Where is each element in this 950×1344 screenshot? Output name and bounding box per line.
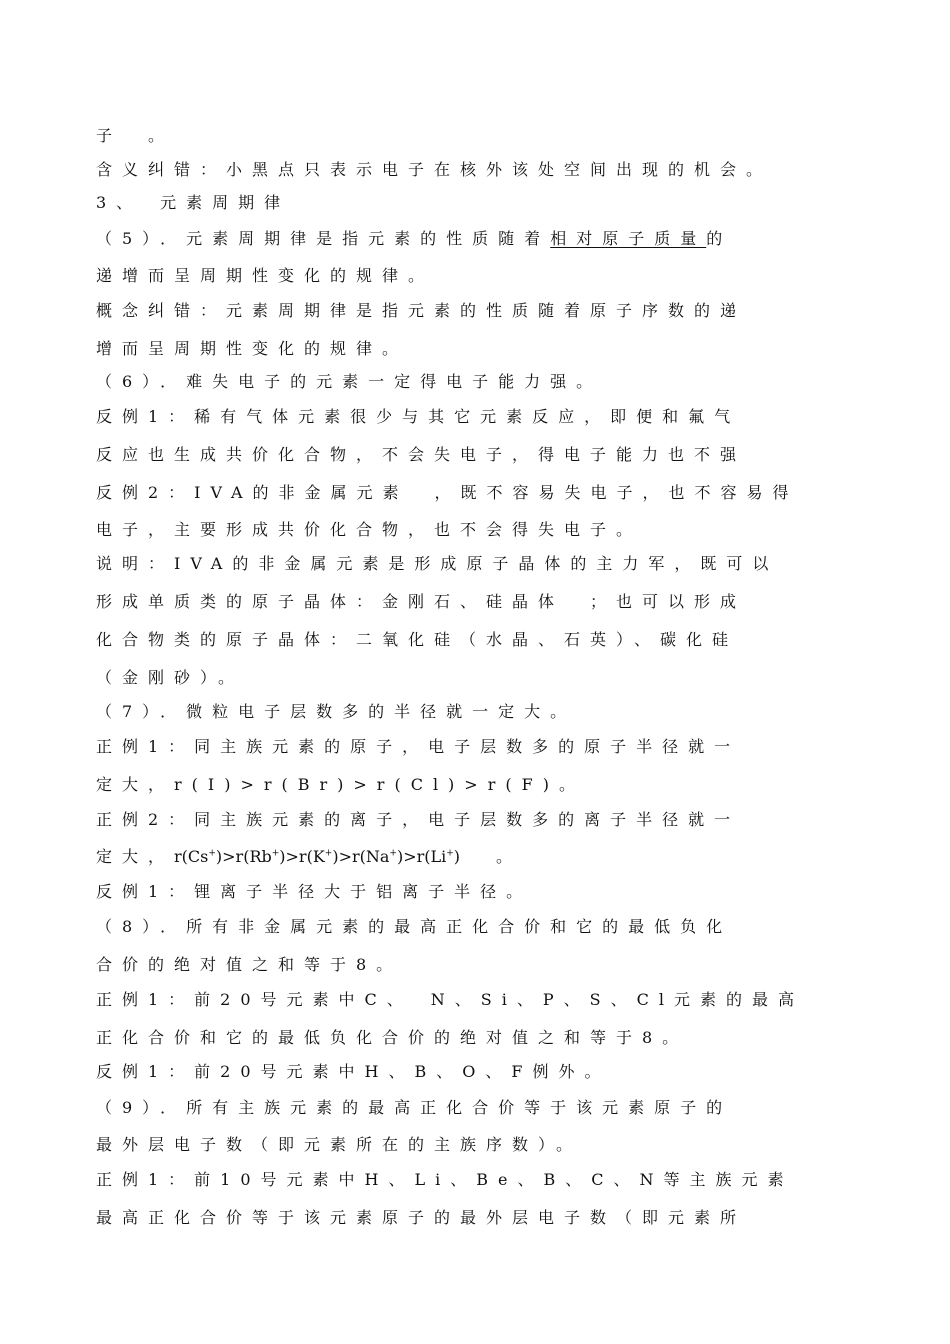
text-line xyxy=(96,843,856,871)
superscript-charge: + xyxy=(389,848,397,859)
text-line: （8）．所有非金属元素的最高正化合价和它的最低负化 xyxy=(96,917,733,936)
text-line: 形成单质类的原子晶体：金刚石、硅晶体 ；也可以形成 xyxy=(96,592,747,611)
text-line: 概念纠错：元素周期律是指元素的性质随着原子序数的递 xyxy=(96,301,747,320)
formula-segment: r(Cs xyxy=(174,847,209,866)
text-line: 子 。 xyxy=(96,126,175,145)
superscript-charge: + xyxy=(324,848,333,859)
text-line: （金刚砂）。 xyxy=(96,668,245,687)
superscript-charge: + xyxy=(208,848,216,859)
text-line: 反应也生成共价化合物，不会失电子，得电子能力也不强 xyxy=(96,445,747,464)
text-line xyxy=(96,225,856,253)
text-segment: ) 。 xyxy=(453,847,523,866)
underlined-term: 相对原子质量 xyxy=(550,229,707,248)
text-segment: 定大， xyxy=(96,847,175,866)
formula-segment: )>r(K xyxy=(279,847,325,866)
text-line: 最高正化合价等于该元素原子的最外层电子数（即元素所 xyxy=(96,1208,747,1227)
text-line: 反例1：锂离子半径大于铝离子半径。 xyxy=(96,882,533,901)
text-line: 合价的绝对值之和等于8。 xyxy=(96,955,403,974)
text-line: 正化合价和它的最低负化合价的绝对值之和等于8。 xyxy=(96,1028,689,1047)
text-line: 反例1：稀有气体元素很少与其它元素反应，即便和氟气 xyxy=(96,407,741,426)
superscript-charge: + xyxy=(446,848,454,859)
text-line: 化合物类的原子晶体：二氧化硅（水晶、石英）、碳化硅 xyxy=(96,630,739,649)
text-line: 正例1：前20号元素中C、 N、Si、P、S、Cl元素的最高 xyxy=(96,990,804,1009)
text-segment: （5）．元素周期律是指元素的性质随着 xyxy=(96,229,551,248)
text-line: 含义纠错：小黑点只表示电子在核外该处空间出现的机会。 xyxy=(96,160,773,179)
superscript-charge: + xyxy=(271,848,280,859)
text-line: 正例1：前10号元素中H、Li、Be、B、C、N等主族元素 xyxy=(96,1170,794,1189)
text-line: 电子，主要形成共价化合物，也不会得失电子。 xyxy=(96,520,643,539)
text-line: （6）．难失电子的元素一定得电子能力强。 xyxy=(96,372,603,391)
text-line: 正例2：同主族元素的离子，电子层数多的离子半径就一 xyxy=(96,810,741,829)
text-line: （7）．微粒电子层数多的半径就一定大。 xyxy=(96,702,577,721)
text-line: 定大，r(I)>r(Br)>r(Cl)>r(F)。 xyxy=(96,775,585,794)
text-line: 递增而呈周期性变化的规律。 xyxy=(96,266,435,285)
text-line: 最外层电子数（即元素所在的主族序数）。 xyxy=(96,1135,583,1154)
text-segment: 的 xyxy=(706,229,733,248)
text-line: 正例1：同主族元素的原子，电子层数多的原子半径就一 xyxy=(96,737,741,756)
text-line: 说明：IVA的非金属元素是形成原子晶体的主力军，既可以 xyxy=(96,554,779,573)
formula-segment: )>r(Li xyxy=(396,847,447,866)
formula-segment: )>r(Rb xyxy=(215,847,272,866)
text-line: 反例2：IVA的非金属元素 ，既不容易失电子，也不容易得 xyxy=(96,483,799,502)
text-line: 增而呈周期性变化的规律。 xyxy=(96,339,409,358)
text-line: （9）．所有主族元素的最高正化合价等于该元素原子的 xyxy=(96,1098,733,1117)
text-line: 反例1：前20号元素中H、B、O、F例外。 xyxy=(96,1062,611,1081)
section-heading: 3、 元素周期律 xyxy=(96,193,291,212)
formula-segment: )>r(Na xyxy=(332,847,390,866)
